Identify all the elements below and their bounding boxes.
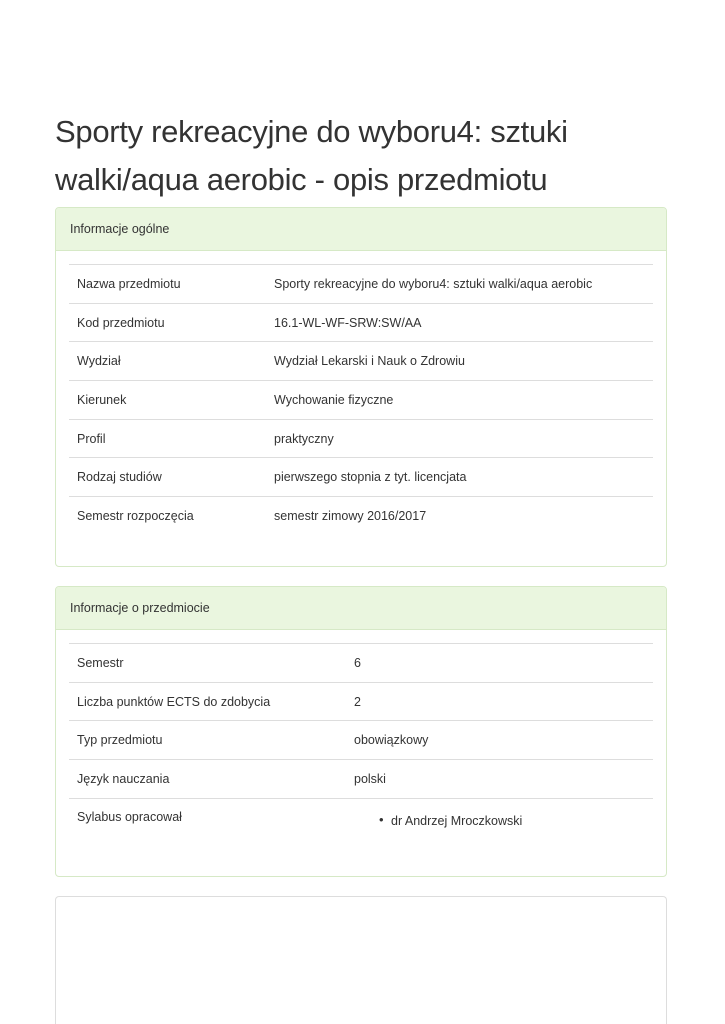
list-item	[379, 810, 645, 831]
table-row	[69, 303, 653, 342]
row-value: praktyczny	[266, 419, 653, 458]
table-row	[69, 497, 653, 536]
row-label: Liczba punktów ECTS do zdobycia	[69, 682, 346, 721]
row-value: 2	[346, 682, 653, 721]
row-label: Typ przedmiotu	[69, 721, 346, 760]
row-label: Rodzaj studiów	[69, 458, 266, 497]
table-row	[69, 342, 653, 381]
syllabus-author-list	[354, 810, 645, 831]
course-info-table	[69, 643, 653, 837]
table-row	[69, 458, 653, 497]
row-value: Wychowanie fizyczne	[266, 381, 653, 420]
bullet-icon: •	[379, 811, 384, 827]
row-label: Wydział	[69, 342, 266, 381]
row-value: obowiązkowy	[346, 721, 653, 760]
row-value: pierwszego stopnia z tyt. licencjata	[266, 458, 653, 497]
table-row	[69, 760, 653, 799]
general-info-table	[69, 264, 653, 535]
row-value: Sporty rekreacyjne do wyboru4: sztuki walki/aqua aerobic	[266, 265, 653, 304]
row-value: 16.1-WL-WF-SRW:SW/AA	[266, 303, 653, 342]
table-row	[69, 721, 653, 760]
general-info-panel	[55, 207, 667, 567]
table-row	[69, 265, 653, 304]
table-row	[69, 644, 653, 683]
table-row	[69, 682, 653, 721]
table-row	[69, 419, 653, 458]
row-label: Kierunek	[69, 381, 266, 420]
row-label: Język nauczania	[69, 760, 346, 799]
row-label: Semestr	[69, 644, 346, 683]
general-info-heading: Informacje ogólne	[56, 208, 666, 251]
row-value: Wydział Lekarski i Nauk o Zdrowiu	[266, 342, 653, 381]
row-value: 6	[346, 644, 653, 683]
row-value: polski	[346, 760, 653, 799]
next-panel	[55, 896, 667, 1024]
table-row-syllabus	[69, 798, 653, 837]
row-value: semestr zimowy 2016/2017	[266, 497, 653, 536]
course-info-panel	[55, 586, 667, 877]
table-row	[69, 381, 653, 420]
author-name: dr Andrzej Mroczkowski	[391, 813, 523, 828]
row-label: Kod przedmiotu	[69, 303, 266, 342]
row-value	[346, 798, 653, 837]
course-info-heading: Informacje o przedmiocie	[56, 587, 666, 630]
page-title: Sporty rekreacyjne do wyboru4: sztuki walki/aqua aerobic - opis przedmiotu	[55, 114, 568, 197]
row-label: Profil	[69, 419, 266, 458]
row-label: Nazwa przedmiotu	[69, 265, 266, 304]
general-info-body	[56, 251, 666, 535]
row-label: Sylabus opracował	[69, 798, 346, 837]
course-info-body	[56, 630, 666, 837]
row-label: Semestr rozpoczęcia	[69, 497, 266, 536]
